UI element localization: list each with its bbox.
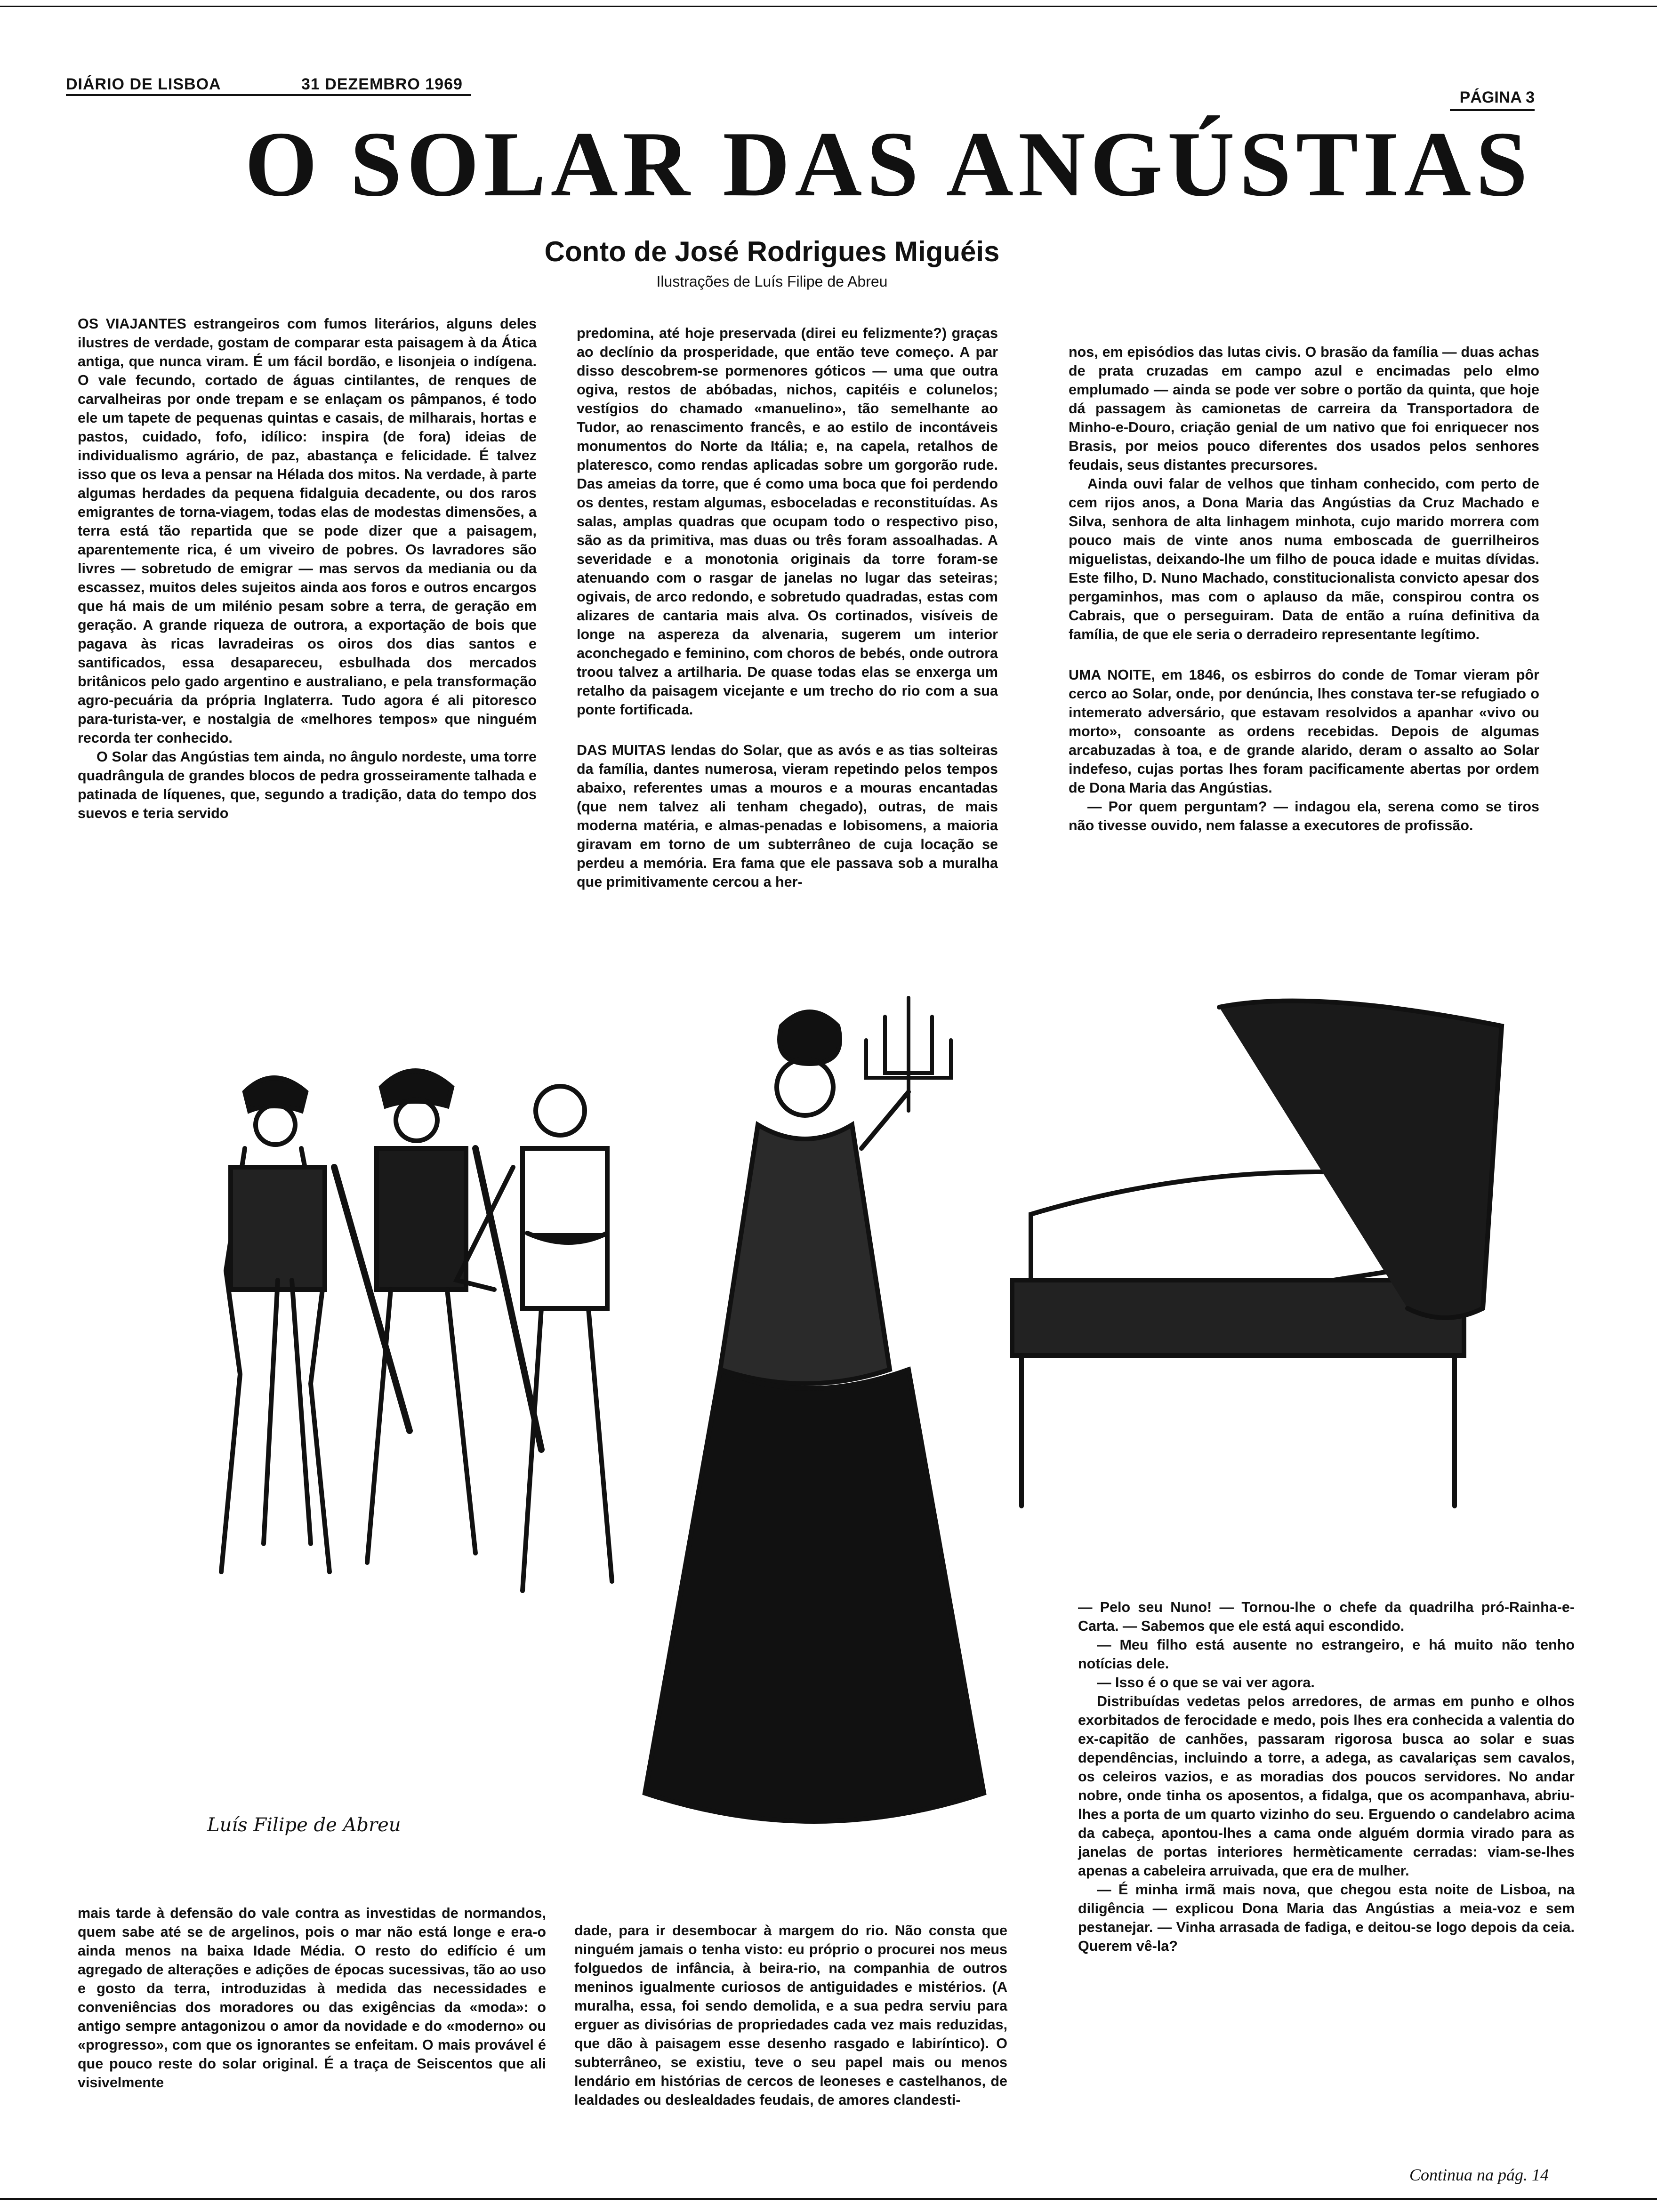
page-number: PÁGINA 3: [1450, 88, 1535, 111]
issue-date: 31 DEZEMBRO 1969: [301, 75, 463, 93]
paragraph: — Meu filho está ausente no estrangeiro, e há muito não tenho notícias dele.: [1078, 1637, 1575, 1672]
paragraph: nos, em episódios das lutas civis. O brasão da família — duas achas de prata cruzadas em campo azul e encimadas pelo elmo emplumado — ainda se pode ver sobre o portão da quinta, que hoje dá passagem às camionetas de carreira da Transportadora de Minho-e-Douro, criação genial de um nativo que foi enriquecer nos Brasis, por meios pouco diferentes dos usados pelos senhores feudais, seus distantes precursores.: [1069, 344, 1539, 473]
newspaper-name: DIÁRIO DE LISBOA: [66, 75, 221, 93]
paragraph: predomina, até hoje preservada (direi eu felizmente?) graças ao declínio da prosperidade, que então teve começo. A par disso descobrem-se pormenores góticos — uma que outra ogiva, restos de abóbadas, nichos, capitéis e colunelos; vestígios do chamado «manuelino», tão semelhante ao Tudor, ao renascimento francês, e ao estilo de incontáveis monumentos do Norte da Itália; e, na capela, retalhos de plateresco, como rendas aplicadas sobre um gorgorão rude. Das ameias da torre, que é como uma boca que foi perdendo os dentes, restam algumas, esboceladas e reconstituídas. As salas, amplas quadras que ocupam todo o respectivo piso, são as da primitiva, mas duas ou três foram assoalhadas. A severidade e a monotonia originais da torre foram-se atenuando com o rasgar de janelas no lugar das seteiras; ogivais, de arco redondo, e sobretudo quadradas, estas com alizares de cantaria mais alva. Os cortinados, visíveis de longe na aspereza da alvenaria, sugerem um interior aconchegado e feminino, com choros de bebés, onde outrora troou talvez a artilharia. De quase todas elas se enxerga um retalho da paisagem vicejante e um trecho do rio com a sua ponte fortificada.: [577, 325, 998, 718]
paragraph: — É minha irmã mais nova, que chegou esta noite de Lisboa, na diligência — explicou Dona Maria das Angústias a meia-voz e sem pestanejar. — Vinha arrasada de fadiga, e deitou-se logo depois da ceia. Querem vê-la?: [1078, 1882, 1575, 1954]
bottom-rule: [0, 2198, 1657, 2200]
article-column-bottom-3: [1078, 1598, 1575, 1956]
illustrator-signature: Luís Filipe de Abreu: [207, 1814, 401, 1836]
paragraph: DAS MUITAS lendas do Solar, que as avós e as tias solteiras da família, dantes numerosa, vieram repetindo pelos tempos abaixo, referentes umas a mouros e a mouras encantadas (que nem talvez ali tenham chegado), outras, de mais moderna matéria, e almas-penadas e lobisomens, a maioria giravam em torno de um subterrâneo de cuja locação se perdeu a memória. Era fama que ele passava sob a muralha que primitivamente cercou a her-: [577, 742, 998, 890]
lady-figure: [645, 998, 984, 1821]
paragraph: Distribuídas vedetas pelos arredores, de armas em punho e olhos exorbitados de ferocidade e medo, pois lhes era conhecida a valentia do ex-capitão de canhões, passaram rigorosa busca ao solar e suas dependências, incluindo a torre, a adega, as cavalariças sem cavalos, os celeiros vazios, e as moradias dos poucos servidores. No andar nobre, onde tinha os aposentos, a fidalga, que os acompanhava, abriu-lhes a porta de um quarto vizinho do seu. Erguendo o candelabro acima da cabeça, apontou-lhes a cama onde alguém dormia virado para as janelas de portas interiores hermèticamente cerradas: viam-se-lhes apenas a cabeleira arruivada, que era de mulher.: [1078, 1693, 1575, 1879]
paragraph: mais tarde à defensão do vale contra as investidas de normandos, quem sabe até se de argelinos, pois o mar não está longe e era-o ainda menos na baixa Idade Média. O resto do edifício é um agregado de alterações e adições de épocas sucessivas, tão ao uso e gosto da terra, introduzidas à medida das necessidades e conveniências dos moradores ou das exigências da «moda»: o antigo sempre antagonizou o amor da novidade e do «moderno» ou «progresso», com que os ignorantes se enfeitam. O mais provável é que pouco reste do solar original. É a traça de Seiscentos que ali visivelmente: [78, 1905, 546, 2091]
story-headline: O SOLAR DAS ANGÚSTIAS: [245, 112, 1533, 216]
paragraph: — Por quem perguntam? — indagou ela, serena como se tiros não tivesse ouvido, nem falasse a executores de profissão.: [1069, 799, 1539, 834]
bed-figure: [1012, 1001, 1502, 1506]
article-column-2: [577, 324, 998, 891]
paragraph: — Isso é o que se vai ver agora.: [1097, 1675, 1315, 1691]
article-column-bottom-2: [574, 1921, 1007, 2109]
illustration-credit: Ilustrações de Luís Filipe de Abreu: [656, 273, 888, 290]
paragraph: dade, para ir desembocar à margem do rio. Não consta que ninguém jamais o tenha visto: eu próprio o procurei nos meus folguedos de infância, à beira-rio, na companhia de outros meninos igualmente curiosos de antiguidades e mistérios. (A muralha, essa, foi sendo demolida, e a sua pedra serviu para erguer as divisórias de propriedades cada vez mais reduzidas, que dão à paisagem esse desenho rasgado e labiríntico). O subterrâneo, se existiu, teve o seu papel mais ou menos lendário em histórias de cercos de leoneses e castelhanos, de lealdades ou deslealdades feudais, de amores clandesti-: [574, 1923, 1007, 2108]
article-column-bottom-1: [78, 1904, 546, 2092]
paragraph: — Pelo seu Nuno! — Tornou-lhe o chefe da quadrilha pró-Rainha-e-Carta. — Sabemos que ele está aqui escondido.: [1078, 1599, 1575, 1634]
paragraph: UMA NOITE, em 1846, os esbirros do conde de Tomar vieram pôr cerco ao Solar, onde, por denúncia, lhes constava ter-se refugiado o intemerato adversário, que estavam resolvidos a apanhar «vivo ou morto», consoante as ordens recebidas. Depois de algumas arcabuzadas à toa, e de grande alarido, deram o assalto ao Solar indefeso, cujas portas lhes foram pacificamente abertas por ordem de Dona Maria das Angústias.: [1069, 667, 1539, 796]
paragraph: O Solar das Angústias tem ainda, no ângulo nordeste, uma torre quadrângula de grandes blocos de pedra grosseiramente talhada e patinada de líquenes, que, segundo a tradição, data do tempo dos suevos e teria servido: [78, 749, 537, 821]
article-column-1: [78, 314, 537, 823]
top-rule: [0, 6, 1657, 7]
story-byline: Conto de José Rodrigues Miguéis: [544, 236, 1000, 267]
paragraph: Ainda ouvi falar de velhos que tinham conhecido, com perto de cem rijos anos, a Dona Maria das Angústias da Cruz Machado e Silva, senhora de alta linhagem minhota, cujo marido morrera com pouco mais de vinte anos numa emboscada de guerrilheiros miguelistas, deixando-lhe um filho de pouca idade e muitas dívidas. Este filho, D. Nuno Machado, constitucionalista convicto apesar dos pergaminhos, mas com o aplauso da mãe, conspirou contra os Cabrais, que o perseguiram. Data de então a ruína definitiva da família, de que ele seria o derradeiro representante legítimo.: [1069, 476, 1539, 642]
paragraph: OS VIAJANTES estrangeiros com fumos literários, alguns deles ilustres de verdade, gostam de comparar esta paisagem à da Ática antiga, que nunca viram. É um fácil bordão, e lisonjeia o indígena. O vale fecundo, cortado de águas cintilantes, de renques de carvalheiras por onde trepam e se enlaçam os pâmpanos, é todo ele um tapete de pequenas quintas e casais, de milharais, hortas e pastos, cuidado, fofo, idílico: inspira (de fora) ideias de individualismo agrário, de paz, abastança e felicidade. É talvez isso que os leva a pensar na Hélada dos mitos. Na verdade, à parte algumas herdades da pequena fidalguia decadente, ou dos raros emigrantes de torna-viagem, todas elas de modestas dimensões, a terra está tão repartida que se pode dizer que a paisagem, aparentemente rica, é um viveiro de pobres. Os lavradores são livres — sobretudo de emigrar — mas servos da mediania ou da escassez, muitos deles sujeitos ainda aos foros e outros encargos que há mais de um milénio pesam sobre a terra, de geração em geração. A grande riqueza de outrora, a exportação de bois que pagava às ricas lavradeiras os oiros dos dias santos e santificados, essa desapareceu, esbulhada dos mercados britânicos pelo gado argentino e australiano, e pela transformação agro-pecuária da própria Inglaterra. Tudo agora é ali pitoresco para-turista-ver, e nostalgia de «melhores tempos» que ninguém recorda ter conhecido.: [78, 316, 537, 746]
article-column-3: [1069, 343, 1539, 835]
masthead: [66, 75, 471, 96]
continuation-note: Continua na pág. 14: [1409, 2165, 1549, 2184]
soldier-figure: [367, 1071, 541, 1563]
